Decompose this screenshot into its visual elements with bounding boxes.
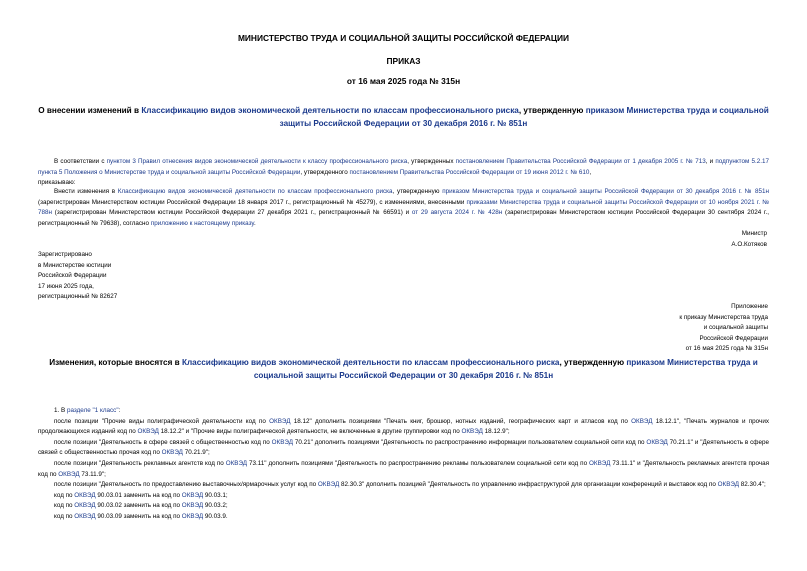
order-text: (зарегистрирован Министерством юстиции Российской Федерации 30 сентября 2024 г., регистрационный № 79638), согласно [38, 209, 769, 227]
order-text: . [253, 219, 256, 227]
item-text: 82.30.3" дополнить позицией "Деятельность по управлению инфраструктурой для организации конференций и выставок код по [339, 481, 718, 489]
registration-line: в Министерстве юстиции [38, 261, 112, 269]
item-text: : [118, 407, 121, 414]
okved-link[interactable]: ОКВЭД [225, 459, 248, 467]
item-text: 90.03.02 заменить на код по [95, 502, 182, 510]
appendix-line: Приложение [731, 303, 768, 310]
signature-block [690, 229, 767, 250]
item-text: 73.11.1" и "Деятельность рекламных агентств прочая код по [38, 459, 769, 478]
title-text: , утвержденную [518, 106, 586, 115]
preamble-link-resolution-610[interactable]: постановлением Правительства Российской Федерации от 19 июня 2012 г. № 610 [349, 168, 590, 176]
item-text: 18.12.2" и "Прочие виды полиграфической деятельности, не включенные в другие группировки код по [158, 428, 462, 436]
item-text: 18.12.9"; [482, 428, 510, 436]
order-text: (зарегистрирован Министерством юстиции Российской Федерации 18 января 2017 г., регистрационный № 45279), с изменениями, внесенными [38, 198, 467, 206]
list-item [38, 512, 769, 523]
order-title [30, 104, 777, 130]
item-text: 18.12.1", "Печать журналов и прочих продолжающихся изданий код по [38, 417, 769, 436]
okved-link[interactable]: ОКВЭД [137, 428, 159, 436]
registration-line: Российской Федерации [38, 272, 107, 279]
item-text: 73.11.9"; [79, 470, 106, 478]
registration-line: 17 июня 2025 года, [38, 282, 94, 290]
appendix-line: от 16 мая 2025 года № 315н [685, 345, 768, 352]
appendix-line: и социальной защиты [703, 324, 768, 331]
ministry-heading: МИНИСТЕРСТВО ТРУДА И СОЦИАЛЬНОЙ ЗАЩИТЫ РОССИЙСКОЙ ФЕДЕРАЦИИ [237, 33, 570, 43]
item-text: 90.03.2; [203, 502, 228, 510]
okved-link[interactable]: ОКВЭД [461, 428, 483, 436]
okved-link[interactable]: ОКВЭД [181, 502, 204, 510]
okved-link[interactable]: ОКВЭД [181, 512, 204, 520]
item-text: после позиции "Деятельность рекламных агентств код по [54, 459, 226, 467]
order-paragraph [38, 187, 769, 229]
order-text: , утвержденную [392, 188, 443, 195]
appendix-line: к приказу Министерства труда [679, 313, 768, 321]
subtitle-link-classification[interactable]: Классификацию видов экономической деятельности по классам профессионального риска [181, 358, 560, 367]
title-link-order-851n[interactable]: приказом Министерства труда и социальной защиты Российской Федерации от 30 декабря 2016 г. № 851н [279, 106, 769, 128]
item-text: 90.03.9. [203, 512, 228, 520]
preamble-link-rules[interactable]: пунктом 3 Правил отнесения видов экономической деятельности к классу профессионального риска [106, 158, 408, 165]
preamble-paragraph [38, 157, 769, 189]
order-text: Внести изменения в [54, 188, 118, 195]
preamble-text: В соответствии с [54, 158, 107, 165]
list-item [38, 417, 769, 438]
list-item [38, 491, 769, 502]
list-item [38, 438, 769, 459]
signature-position: Министр [741, 230, 767, 237]
item-text: 82.30.4"; [738, 481, 766, 489]
date-number-heading: от 16 мая 2025 года № 315н [346, 76, 461, 86]
list-item [38, 501, 769, 512]
item-text: 1. В [54, 407, 67, 414]
list-item [38, 406, 769, 417]
order-link-order-851n[interactable]: приказом Министерства труда и социальной защиты Российской Федерации от 30 декабря 2016 г. № 851н [442, 188, 769, 195]
item-text: 90.03.1; [203, 491, 228, 499]
preamble-link-regulation[interactable]: подпунктом 5.2.17 пункта 5 Положения о Министерстве труда и социальной защиты Российской Федерации [38, 158, 769, 176]
preamble-link-resolution-713[interactable]: постановлением Правительства Российской Федерации от 1 декабря 2005 г. № 713 [455, 158, 706, 165]
preamble-text: , утвержденных [407, 158, 456, 165]
okved-link[interactable]: ОКВЭД [74, 512, 96, 520]
subtitle-text: , утвержденную [559, 358, 627, 367]
item-text: 73.11" дополнить позициями "Деятельность по распространению рекламы пользователем социальной сети код по [247, 459, 590, 467]
okved-link[interactable]: ОКВЭД [271, 438, 294, 446]
preamble-text: , [589, 168, 592, 176]
order-link-order-428n[interactable]: от 29 августа 2024 г. № 428н [411, 209, 503, 216]
title-link-classification[interactable]: Классификацию видов экономической деятельности по классам профессионального риска [141, 106, 519, 115]
okved-link[interactable]: ОКВЭД [269, 417, 291, 425]
okved-link[interactable]: ОКВЭД [717, 481, 739, 489]
changes-list [38, 406, 769, 523]
order-text: (зарегистрирован Министерством юстиции Российской Федерации 27 декабря 2021 г., регистрационный № 66591) и [51, 209, 412, 216]
item-text: 70.21.1" и "Деятельность в сфере связей с общественностью прочая код по [38, 438, 769, 457]
registration-block [38, 250, 158, 303]
item-text: 70.21.9"; [182, 449, 210, 457]
okved-link[interactable]: ОКВЭД [74, 491, 96, 499]
appendix-line: Российской Федерации [699, 334, 768, 342]
okved-link[interactable]: ОКВЭД [646, 438, 668, 446]
registration-line: Зарегистрировано [38, 251, 92, 258]
appendix-block [650, 302, 768, 355]
item-text: 90.03.01 заменить на код по [95, 491, 182, 499]
subtitle-link-order-851n[interactable]: приказом Министерства труда и социальной защиты Российской Федерации от 30 декабря 2016 г. № 851н [253, 358, 758, 380]
okved-link[interactable]: ОКВЭД [631, 417, 653, 425]
signature-name: А.О.Котяков [731, 240, 767, 248]
item-text: 18.12" дополнить позициями "Печать книг, брошюр, нотных изданий, географических карт и атласов код по [290, 417, 632, 425]
order-link-appendix[interactable]: приложению к настоящему приказу [150, 219, 254, 227]
item-text: после позиции "Прочие виды полиграфической деятельности код по [54, 417, 270, 425]
okved-link[interactable]: ОКВЭД [589, 459, 611, 467]
item-text: после позиции "Деятельность в сфере связей с общественностью код по [54, 438, 272, 446]
okved-link[interactable]: ОКВЭД [181, 491, 204, 499]
item-text: 90.03.09 заменить на код по [95, 512, 182, 520]
item-text: код по [54, 502, 75, 510]
order-link-order-788n[interactable]: приказами Министерства труда и социальной защиты Российской Федерации от 10 ноября 2021 г. № 788н [38, 198, 769, 216]
item-text: 70.21" дополнить позициями "Деятельность по распространению информации пользователем социальной сети код по [293, 438, 647, 446]
okved-link[interactable]: ОКВЭД [317, 481, 340, 489]
doc-type-heading: ПРИКАЗ [386, 56, 421, 66]
okved-link[interactable]: ОКВЭД [74, 502, 96, 510]
preamble-order-word: приказываю: [38, 179, 76, 186]
subtitle-text: Изменения, которые вносятся в [49, 358, 182, 367]
registration-line: регистрационный № 82627 [38, 293, 118, 300]
preamble-text: , утвержденного [300, 168, 350, 176]
link-section-class-1[interactable]: разделе "1 класс" [66, 407, 119, 414]
order-link-classification[interactable]: Классификацию видов экономической деятельности по классам профессионального риска [117, 188, 393, 195]
item-text: после позиции "Деятельность по предоставлению выставочных/ярмарочных услуг код по [54, 481, 318, 489]
title-text: О внесении изменений в [38, 106, 142, 115]
okved-link[interactable]: ОКВЭД [58, 470, 80, 478]
okved-link[interactable]: ОКВЭД [161, 449, 183, 457]
item-text: код по [54, 512, 75, 520]
preamble-text: , и [705, 158, 716, 165]
item-text: код по [54, 491, 75, 499]
list-item [38, 480, 769, 491]
appendix-title [40, 357, 767, 382]
list-item [38, 459, 769, 480]
